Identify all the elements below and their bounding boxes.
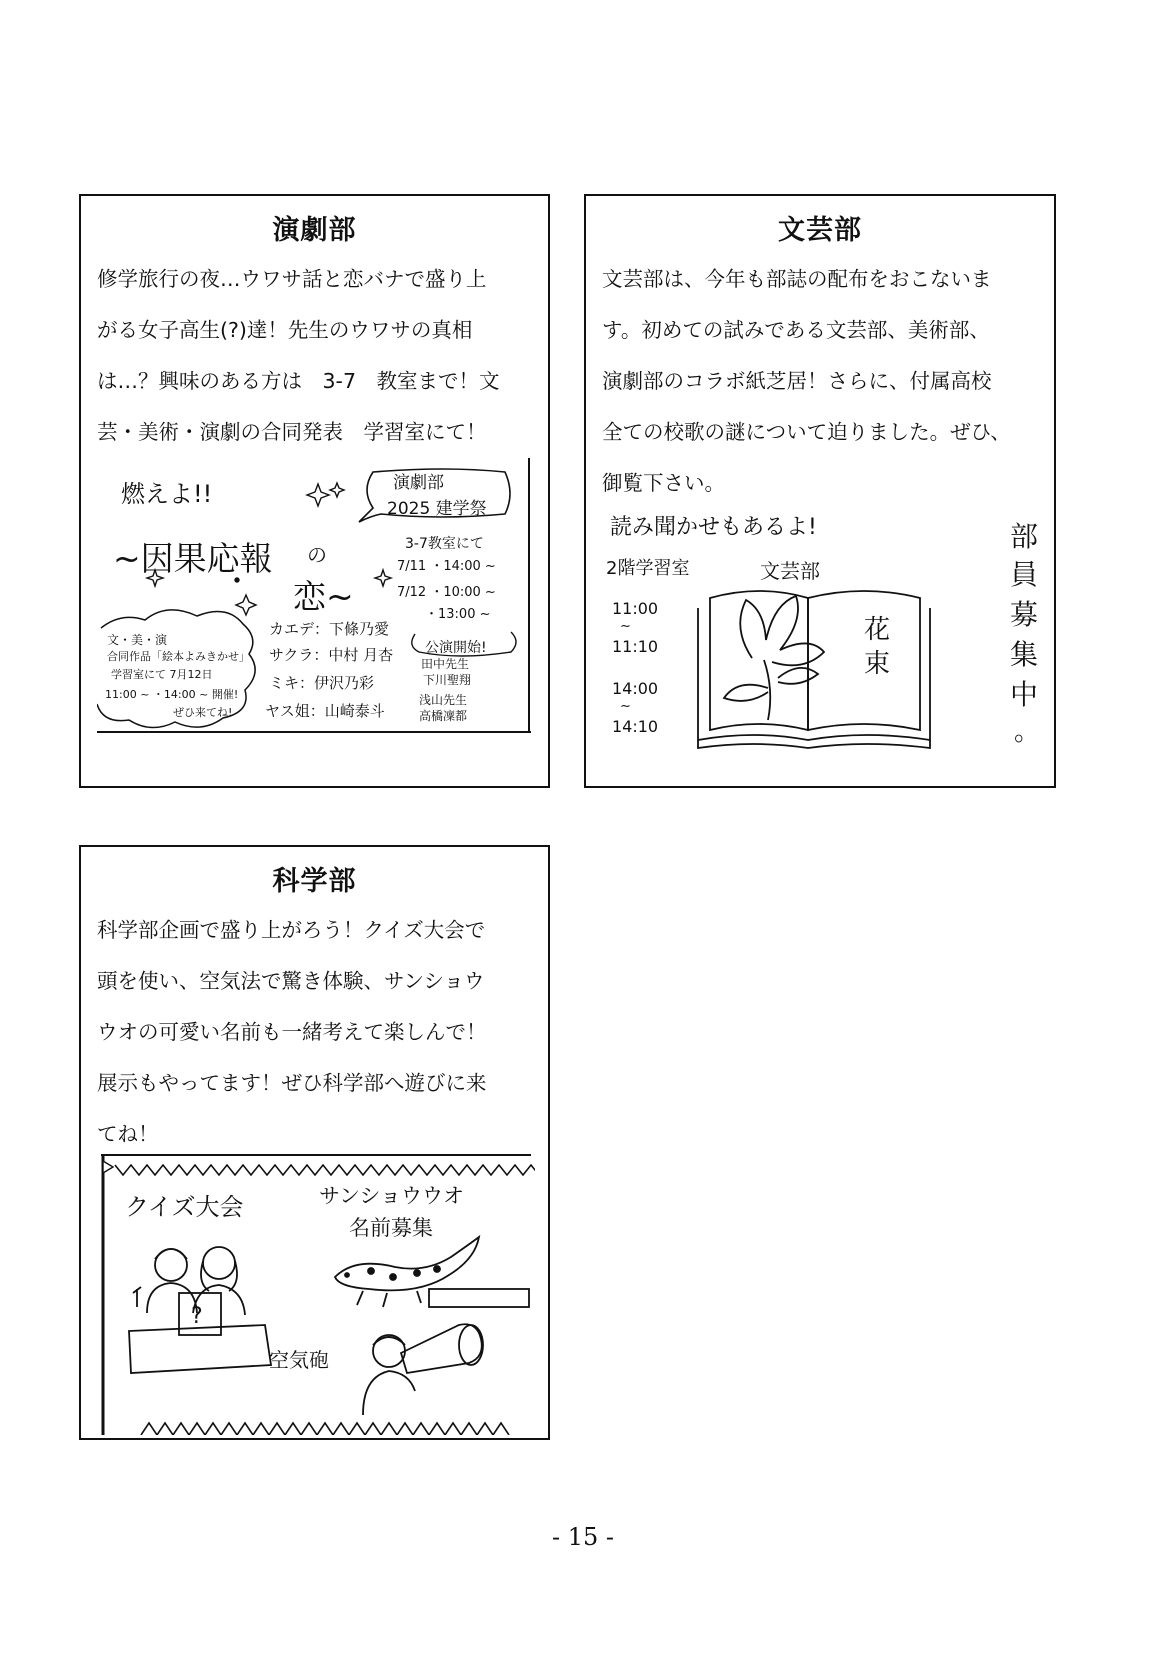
open-book-icon bbox=[698, 591, 930, 748]
poster-cannon-label: 空気砲 bbox=[269, 1348, 329, 1372]
poster-recruit-4: 集 bbox=[1010, 638, 1039, 671]
poster-festival-tag: 2025 建学祭 bbox=[387, 499, 487, 519]
poster-club: 文芸部 bbox=[760, 559, 820, 583]
literature-club-section bbox=[584, 194, 1056, 788]
poster-joint-3: 学習室にて 7月12日 bbox=[111, 668, 213, 681]
poster-teacher-4: 高橋凜都 bbox=[419, 709, 468, 723]
drama-poster-illustration bbox=[97, 458, 537, 740]
poster-teacher-2: 下川聖翔 bbox=[423, 673, 472, 687]
poster-salamander-label-2: 名前募集 bbox=[349, 1216, 433, 1240]
body-line: 頭を使い、空気法で驚き体験、サンショウ bbox=[97, 969, 485, 993]
body-line: 芸・美術・演劇の合同発表 学習室にて！ bbox=[97, 420, 487, 444]
science-poster-svg bbox=[101, 1153, 535, 1435]
poster-time: ~ bbox=[620, 619, 631, 634]
poster-time: 14:00 bbox=[612, 679, 659, 698]
poster-book-title-1: 花 bbox=[864, 615, 891, 645]
section-title: 科学部 bbox=[272, 866, 357, 897]
poster-time-3: ・13:00 ~ bbox=[425, 607, 491, 622]
body-line: 文芸部は、今年も部誌の配布をおこないま bbox=[602, 267, 992, 291]
body-line: す。初めての試みである文芸部、美術部、 bbox=[602, 318, 990, 342]
poster-recruit-1: 部 bbox=[1010, 520, 1039, 553]
body-line: 展示もやってます！ぜひ科学部へ遊びに来 bbox=[97, 1071, 487, 1095]
poster-time: 14:10 bbox=[612, 717, 659, 736]
poster-recruit-2: 員 bbox=[1010, 558, 1039, 591]
poster-start: 公演開始! bbox=[425, 640, 487, 656]
body-line: 御覧下さい。 bbox=[602, 471, 725, 495]
section-title: 演劇部 bbox=[272, 215, 357, 246]
poster-salamander-label-1: サンショウウオ bbox=[319, 1184, 465, 1208]
poster-time-2: 7/12 ・10:00 ~ bbox=[397, 585, 496, 600]
poster-room: 3-7教室にて bbox=[405, 536, 484, 552]
section-body bbox=[602, 254, 1044, 509]
poster-joint-5: ぜひ来てね! bbox=[173, 706, 233, 719]
poster-play-title-c: 恋~ bbox=[293, 577, 354, 616]
poster-joint-4: 11:00 ~ ・14:00 ~ 開催! bbox=[105, 688, 239, 701]
literature-poster-illustration bbox=[602, 508, 1048, 786]
air-cannon-person-icon bbox=[363, 1324, 483, 1415]
poster-club-tag: 演劇部 bbox=[393, 473, 444, 493]
poster-joint-1: 文・美・演 bbox=[107, 633, 168, 647]
poster-joint-2: 合同作品「絵本よみきかせ」 bbox=[107, 650, 250, 663]
poster-cast-3: ミキ：伊沢乃彩 bbox=[269, 674, 375, 692]
poster-teacher-3: 浅山先生 bbox=[419, 693, 468, 707]
poster-teacher-1: 田中先生 bbox=[421, 657, 470, 671]
poster-play-title-a: ~因果応報 bbox=[113, 539, 273, 578]
poster-play-title-b: の bbox=[307, 543, 327, 567]
body-line: がる女子高生(?)達！先生のウワサの真相 bbox=[97, 318, 473, 342]
body-line: 科学部企画で盛り上がろう！クイズ大会で bbox=[97, 918, 486, 942]
body-line: 修学旅行の夜…ウワサ話と恋バナで盛り上 bbox=[97, 267, 487, 291]
poster-reading: 読み聞かせもあるよ! bbox=[610, 515, 817, 540]
body-line: 演劇部のコラボ紙芝居！さらに、付属高校 bbox=[602, 369, 992, 393]
poster-time: 11:00 bbox=[612, 599, 659, 618]
science-club-section bbox=[79, 845, 550, 1440]
poster-time: ~ bbox=[620, 699, 631, 714]
drama-poster-svg bbox=[97, 458, 537, 740]
poster-recruit-6: 。 bbox=[1014, 717, 1041, 747]
body-line: は…？興味のある方は 3-7 教室まで！文 bbox=[97, 369, 500, 393]
poster-book-title-2: 束 bbox=[864, 649, 891, 679]
poster-cast-4: ヤス姐：山崎泰斗 bbox=[265, 702, 385, 720]
poster-time: 11:10 bbox=[612, 637, 659, 656]
body-line: てね！ bbox=[97, 1122, 159, 1146]
section-body bbox=[97, 254, 538, 458]
page-number: - 15 - bbox=[551, 1523, 614, 1551]
section-title: 文芸部 bbox=[778, 215, 862, 246]
poster-time-1: 7/11 ・14:00 ~ bbox=[397, 559, 496, 574]
body-line: 全ての校歌の謎について迫りました。ぜひ、 bbox=[602, 420, 1011, 444]
section-body bbox=[97, 905, 538, 1160]
body-line: ウオの可愛い名前も一緒考えて楽しんで！ bbox=[97, 1020, 487, 1044]
poster-place: 2階学習室 bbox=[606, 558, 690, 579]
poster-recruit-5: 中 bbox=[1010, 678, 1039, 711]
poster-catch: 燃えよ!! bbox=[121, 480, 213, 508]
poster-recruit-3: 募 bbox=[1010, 598, 1039, 631]
literature-poster-svg bbox=[602, 508, 1048, 786]
poster-quiz-label: クイズ大会 bbox=[125, 1193, 244, 1221]
salamander-icon bbox=[335, 1237, 479, 1307]
drama-club-section bbox=[79, 194, 550, 788]
poster-question-mark: ? bbox=[191, 1304, 203, 1329]
poster-cast-2: サクラ：中村 月杏 bbox=[269, 646, 394, 664]
poster-cast-1: カエデ：下條乃愛 bbox=[269, 620, 390, 638]
science-poster-illustration bbox=[101, 1153, 535, 1435]
